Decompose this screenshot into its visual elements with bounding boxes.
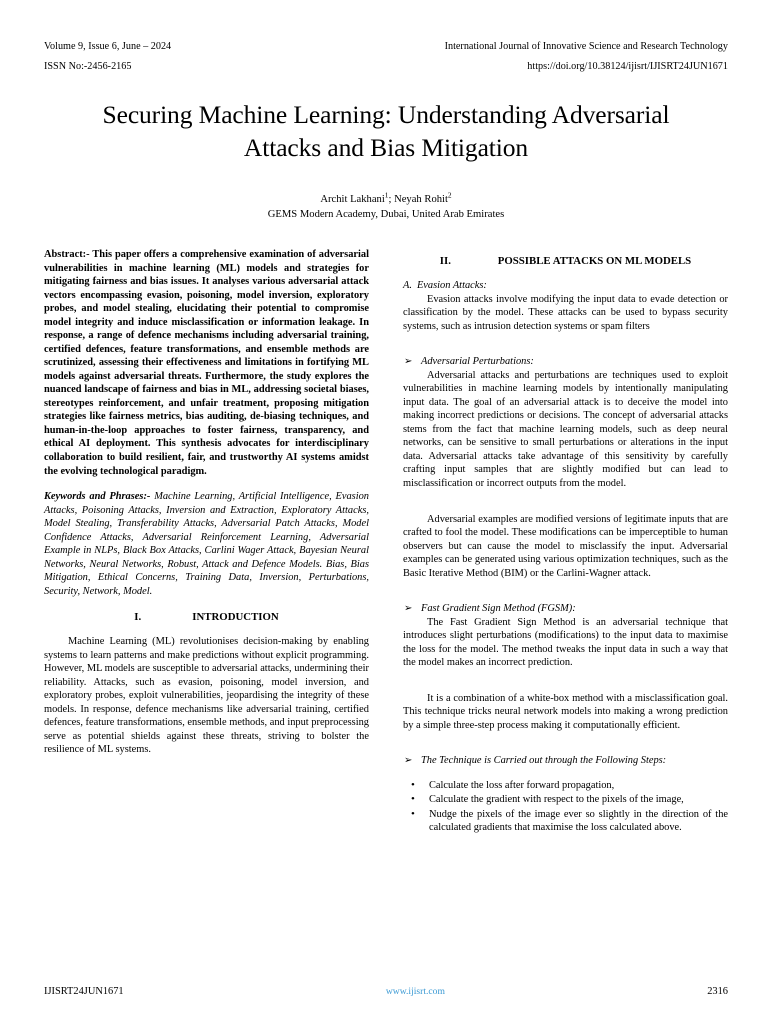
- body-columns: [44, 248, 728, 836]
- bullet-dot-icon: •: [411, 807, 415, 820]
- arrow-heading-label-perturbations: Adversarial Perturbations:: [421, 356, 534, 368]
- affiliation-line: GEMS Modern Academy, Dubai, United Arab Emirates: [267, 208, 505, 220]
- list-item: [403, 793, 728, 807]
- list-item-text: Nudge the pixels of the image ever so slightly in the direction of the calculated gradients that maximise the loss calculated above.: [429, 808, 728, 834]
- author-separator: ;: [388, 193, 395, 205]
- author-name-1: Archit Lakhani: [320, 193, 385, 205]
- abstract-paragraph: [44, 248, 369, 478]
- arrow-heading-label-steps: The Technique is Carried out through the Following Steps:: [421, 755, 667, 767]
- left-column: [44, 248, 369, 836]
- section-number-ii: II.: [439, 255, 451, 268]
- journal-name-text: International Journal of Innovative Science and Research Technology: [444, 41, 728, 52]
- section-heading-introduction: [44, 610, 369, 624]
- fgsm-paragraph: The Fast Gradient Sign Method is an adversarial technique that introduces slight perturbations (modifications) to the input data to maximise the loss for the model. The method tweaks the input data in such a way that the model makes an incorrect prediction.: [403, 616, 728, 669]
- footer-paper-id: IJISRT24JUN1671: [44, 986, 124, 997]
- arrow-bullet-icon: ➢: [404, 355, 413, 367]
- page-title: Securing Machine Learning: Understanding Adversarial Attacks and Bias Mitigation: [102, 100, 670, 163]
- arrow-heading-adversarial-perturbations: [403, 355, 728, 369]
- spacer-1: [403, 344, 728, 355]
- author-superscript-1: 1: [384, 190, 389, 200]
- section-heading-possible-attacks: [403, 254, 728, 268]
- running-head-row-2: [44, 62, 728, 72]
- subsection-heading-evasion-attacks: [403, 279, 728, 293]
- list-item-text: Calculate the loss after forward propagation,: [429, 779, 615, 791]
- arrow-bullet-icon: ➢: [404, 754, 413, 766]
- white-box-paragraph: It is a combination of a white-box method with a misclassification goal. This technique tricks neural network models into making a wrong prediction by a simple three-step process making it computationally efficient.: [403, 692, 728, 731]
- subsection-label-a: A.: [403, 280, 412, 292]
- page-footer: [44, 986, 728, 997]
- subsection-title-evasion-attacks: Evasion Attacks:: [416, 280, 487, 292]
- section-title-introduction: INTRODUCTION: [192, 611, 279, 624]
- list-item-text: Calculate the gradient with respect to the pixels of the image,: [429, 794, 684, 806]
- technique-steps-list: [403, 779, 728, 835]
- adversarial-examples-paragraph: Adversarial examples are modified versions of legitimate inputs that are crafted to fool the model. These modifications can be imperceptible to human observers but can cause the model to misclassify the input. Adversarial examples can be generated using various optimization techniques, such as the Basic Iterative Method (BIM) or the Carlini-Wagner attack.: [403, 513, 728, 579]
- arrow-heading-technique-steps: [403, 754, 728, 768]
- running-head: [44, 42, 728, 72]
- abstract-body: This paper offers a comprehensive examination of adversarial vulnerabilities in machine learning (ML) models and strategies for mitigating fairness and bias issues. It analyses various adversarial attack vectors encompassing evasion, poisoning, model inversion, exploratory probes, and model stealing, elucidating their potential to compromise model integrity and induce misclassification or information leakage. In response, a range of defence mechanisms including adversarial training, certified defences, feature transformations, and ensemble methods are scrutinized, assessing their effectiveness and limitations in fortifying ML models against adversarial threats. Furthermore, the study explores the nuanced landscape of fairness and bias in ML, addressing societal biases, stereotypes reinforcement, and unfair treatment, proposing mitigation strategies like fairness metrics, bias auditing, de-biasing techniques, and human-in-the-loop approaches to foster fairness, transparency, and ethical AI deployment. This synthesis advocates for interdisciplinary collaboration to build resilient, fair, and trustworthy AI systems amidst the evolving technological paradigm.: [44, 249, 369, 477]
- volume-issue-text: Volume 9, Issue 6, June – 2024: [44, 41, 172, 52]
- arrow-bullet-icon: ➢: [404, 602, 413, 614]
- adversarial-perturbations-paragraph: Adversarial attacks and perturbations are techniques used to exploit vulnerabilities in machine learning models by intentionally manipulating input data. The goal of an adversarial attack is to deceive the model into making incorrect predictions or decisions. The concept of adversarial attacks stems from the fact that machine learning models, such as deep neural networks, can be sensitive to small perturbations or alterations in the input data. Adversarial attacks take advantage of this sensitivity by carefully crafting input samples that are slightly modified but can lead to misclassification or incorrect outputs from the model.: [403, 369, 728, 489]
- arrow-heading-fgsm: [403, 602, 728, 616]
- footer-website-link[interactable]: www.ijisrt.com: [385, 986, 445, 997]
- list-item: [403, 779, 728, 793]
- spacer-2: [403, 502, 728, 513]
- introduction-paragraph: Machine Learning (ML) revolutionises decision-making by enabling systems to learn patterns and make predictions without explicit programming. However, ML models are susceptible to adversarial attacks, undermining their reliability. Attacks, such as evasion, poisoning, model inversion, and exploratory probes, exploit vulnerabilities, jeopardising the integrity of these models. In response, defence mechanisms like adversarial training, certified defences, feature transformations, ensemble methods, and input preprocessing serve as potential shields against these threats, striving to bolster the resilience of ML systems.: [44, 636, 369, 756]
- spacer-4: [403, 681, 728, 692]
- right-column: [403, 248, 728, 836]
- keywords-label: Keywords and Phrases:-: [44, 491, 151, 503]
- footer-page-number: 2316: [707, 986, 728, 997]
- section-number-i: I.: [134, 611, 142, 624]
- abstract-label: Abstract:-: [44, 249, 90, 261]
- issn-text: ISSN No:-2456-2165: [44, 61, 132, 73]
- spacer-5: [403, 743, 728, 754]
- spacer-3: [403, 591, 728, 602]
- keywords-paragraph: [44, 490, 369, 598]
- evasion-attacks-paragraph: Evasion attacks involve modifying the input data to evade detection or classification by the model. These attacks can be used to bypass security systems, such as intrusion detection systems or spam filters: [403, 293, 728, 332]
- column-gutter: [369, 248, 403, 836]
- spacer-6: [403, 768, 728, 779]
- bullet-dot-icon: •: [411, 778, 415, 791]
- list-item: [403, 808, 728, 835]
- arrow-heading-label-fgsm: Fast Gradient Sign Method (FGSM):: [421, 603, 576, 615]
- author-line: [44, 190, 728, 207]
- author-name-2: Neyah Rohit: [394, 193, 448, 205]
- section-title-possible-attacks: POSSIBLE ATTACKS ON ML MODELS: [497, 255, 692, 268]
- author-superscript-2: 2: [447, 190, 452, 200]
- keywords-body: Machine Learning, Artificial Intelligence, Evasion Attacks, Poisoning Attacks, Inversion and Extraction, Exploratory Attacks, Model Stealing, Transferability Attacks, Adversarial Patch Attacks, Model Confidence Attacks, Adversarial Reinforcement Learning, Adversarial Example in NLPs, Black Box Attacks, Carlini Wager Attack, Bayesian Neural Networks, Neural Networks, Robust, Attack and Defence Models. Bias, Bias Mitigation, Ethical Concerns, Training Data, Inversion, Perturbations, Security, Network, Model.: [44, 491, 369, 597]
- running-head-row-1: [44, 42, 728, 52]
- bullet-dot-icon: •: [411, 793, 415, 806]
- doi-link[interactable]: https://doi.org/10.38124/ijisrt/IJISRT24JUN1671: [527, 61, 728, 73]
